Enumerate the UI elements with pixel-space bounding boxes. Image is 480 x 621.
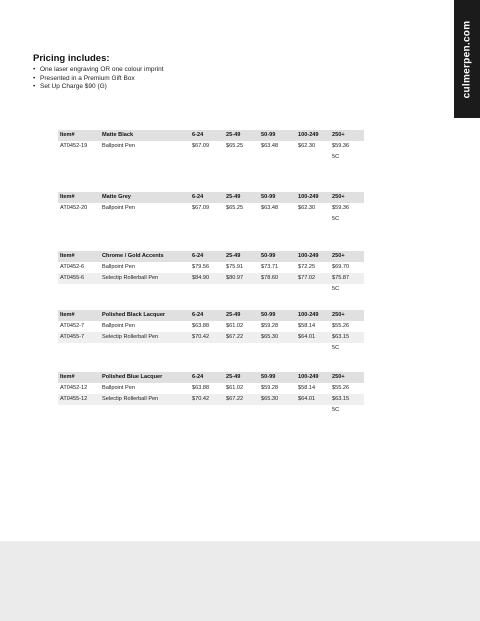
table-cell: $61.02 <box>224 383 259 394</box>
table-cell: $70.42 <box>190 332 224 343</box>
header-cell: 100-249 <box>296 251 330 262</box>
charge-code: 5C <box>330 152 364 163</box>
table-cell: $80.97 <box>224 273 259 284</box>
charge-code-row <box>58 405 364 416</box>
pricing-item: • One laser engraving OR one colour imprint <box>33 66 164 75</box>
charge-code: 5C <box>330 405 364 416</box>
table-row <box>58 262 364 273</box>
table-cell: Ballpoint Pen <box>100 262 190 273</box>
header-cell: 6-24 <box>190 310 224 321</box>
pricing-includes <box>33 53 164 92</box>
header-cell: 100-249 <box>296 192 330 203</box>
table-cell: AT0452-7 <box>58 321 100 332</box>
table-cell: Ballpoint Pen <box>100 321 190 332</box>
table-cell: $63.88 <box>190 383 224 394</box>
table-header-row <box>58 251 364 262</box>
table-cell: $75.87 <box>330 273 364 284</box>
price-table-black-lacquer <box>58 310 364 354</box>
table-cell: $63.48 <box>259 141 296 152</box>
table-cell: $73.71 <box>259 262 296 273</box>
header-cell: 100-249 <box>296 310 330 321</box>
table-cell: $84.90 <box>190 273 224 284</box>
header-cell: 25-49 <box>224 130 259 141</box>
table-cell: Ballpoint Pen <box>100 203 190 214</box>
header-cell: 250+ <box>330 192 364 203</box>
pricing-item: • Presented in a Premium Gift Box <box>33 75 164 84</box>
header-cell: Matte Black <box>100 130 190 141</box>
header-cell: Matte Grey <box>100 192 190 203</box>
header-cell: 25-49 <box>224 251 259 262</box>
table-cell: AT0452-6 <box>58 262 100 273</box>
pricing-item: • Set Up Charge $90 (G) <box>33 83 164 92</box>
table-cell: AT0452-12 <box>58 383 100 394</box>
charge-code-row <box>58 343 364 354</box>
charge-code: 5C <box>330 343 364 354</box>
header-cell: Item# <box>58 310 100 321</box>
table-cell: $69.70 <box>330 262 364 273</box>
table-cell: $67.22 <box>224 332 259 343</box>
table-cell: $63.48 <box>259 203 296 214</box>
table-cell: $64.01 <box>296 394 330 405</box>
table-cell: $64.01 <box>296 332 330 343</box>
header-cell: 50-99 <box>259 372 296 383</box>
table-cell: $63.15 <box>330 332 364 343</box>
table-header-row <box>58 192 364 203</box>
header-cell: Item# <box>58 130 100 141</box>
header-cell: Item# <box>58 372 100 383</box>
header-cell: 50-99 <box>259 310 296 321</box>
header-cell: Chrome / Gold Accents <box>100 251 190 262</box>
table-cell: AT0455-7 <box>58 332 100 343</box>
table-cell: $72.25 <box>296 262 330 273</box>
charge-code-row <box>58 214 364 225</box>
footer-band <box>0 541 480 621</box>
table-cell: $63.88 <box>190 321 224 332</box>
table-cell: Ballpoint Pen <box>100 383 190 394</box>
header-cell: Polished Black Lacquer <box>100 310 190 321</box>
table-cell: $62.30 <box>296 141 330 152</box>
table-cell: $58.14 <box>296 321 330 332</box>
header-cell: 250+ <box>330 310 364 321</box>
header-cell: 50-99 <box>259 130 296 141</box>
price-table-matte-black <box>58 130 364 163</box>
header-cell: Item# <box>58 251 100 262</box>
header-cell: 250+ <box>330 372 364 383</box>
table-cell: $70.42 <box>190 394 224 405</box>
table-cell: $61.02 <box>224 321 259 332</box>
table-cell: $65.25 <box>224 141 259 152</box>
header-cell: 25-49 <box>224 310 259 321</box>
table-row <box>58 394 364 405</box>
table-cell: $65.30 <box>259 332 296 343</box>
header-cell: 250+ <box>330 130 364 141</box>
header-cell: 6-24 <box>190 130 224 141</box>
table-header-row <box>58 310 364 321</box>
table-cell: AT0452-20 <box>58 203 100 214</box>
header-cell: 6-24 <box>190 192 224 203</box>
charge-code-row <box>58 284 364 295</box>
table-cell: Selectip Rollerball Pen <box>100 332 190 343</box>
header-cell: Item# <box>58 192 100 203</box>
table-cell: $62.30 <box>296 203 330 214</box>
table-row <box>58 332 364 343</box>
table-cell: $67.09 <box>190 203 224 214</box>
price-table-matte-grey <box>58 192 364 225</box>
table-cell: $65.30 <box>259 394 296 405</box>
table-header-row <box>58 130 364 141</box>
pricing-list <box>33 66 164 92</box>
table-cell: Selectip Rollerball Pen <box>100 394 190 405</box>
table-cell: $59.36 <box>330 141 364 152</box>
table-row <box>58 203 364 214</box>
charge-code: 5C <box>330 214 364 225</box>
table-row <box>58 321 364 332</box>
table-cell: AT0452-19 <box>58 141 100 152</box>
table-cell: $55.26 <box>330 321 364 332</box>
header-cell: 6-24 <box>190 372 224 383</box>
table-cell: $67.22 <box>224 394 259 405</box>
table-cell: $59.28 <box>259 321 296 332</box>
table-header-row <box>58 372 364 383</box>
header-cell: 100-249 <box>296 130 330 141</box>
charge-code: 5C <box>330 284 364 295</box>
table-cell: $78.60 <box>259 273 296 284</box>
table-cell: $55.26 <box>330 383 364 394</box>
table-row <box>58 383 364 394</box>
table-row <box>58 141 364 152</box>
pricing-heading: Pricing includes: <box>33 53 110 64</box>
table-cell: $63.15 <box>330 394 364 405</box>
header-cell: 250+ <box>330 251 364 262</box>
header-cell: 100-249 <box>296 372 330 383</box>
header-cell: 50-99 <box>259 251 296 262</box>
header-cell: 50-99 <box>259 192 296 203</box>
table-cell: $75.91 <box>224 262 259 273</box>
price-table-blue-lacquer <box>58 372 364 416</box>
table-cell: AT0455-12 <box>58 394 100 405</box>
brand-url: culmerpen.com <box>461 20 473 98</box>
header-cell: 25-49 <box>224 192 259 203</box>
table-cell: $67.09 <box>190 141 224 152</box>
table-cell: $58.14 <box>296 383 330 394</box>
brand-strip <box>454 0 480 118</box>
header-cell: 25-49 <box>224 372 259 383</box>
price-table-chrome-gold <box>58 251 364 295</box>
charge-code-row <box>58 152 364 163</box>
table-row <box>58 273 364 284</box>
table-cell: $59.28 <box>259 383 296 394</box>
table-cell: $79.56 <box>190 262 224 273</box>
table-cell: AT0455-6 <box>58 273 100 284</box>
header-cell: 6-24 <box>190 251 224 262</box>
table-cell: $59.36 <box>330 203 364 214</box>
table-cell: Selectip Rollerball Pen <box>100 273 190 284</box>
table-cell: $77.02 <box>296 273 330 284</box>
table-cell: $65.25 <box>224 203 259 214</box>
table-cell: Ballpoint Pen <box>100 141 190 152</box>
header-cell: Polished Blue Lacquer <box>100 372 190 383</box>
